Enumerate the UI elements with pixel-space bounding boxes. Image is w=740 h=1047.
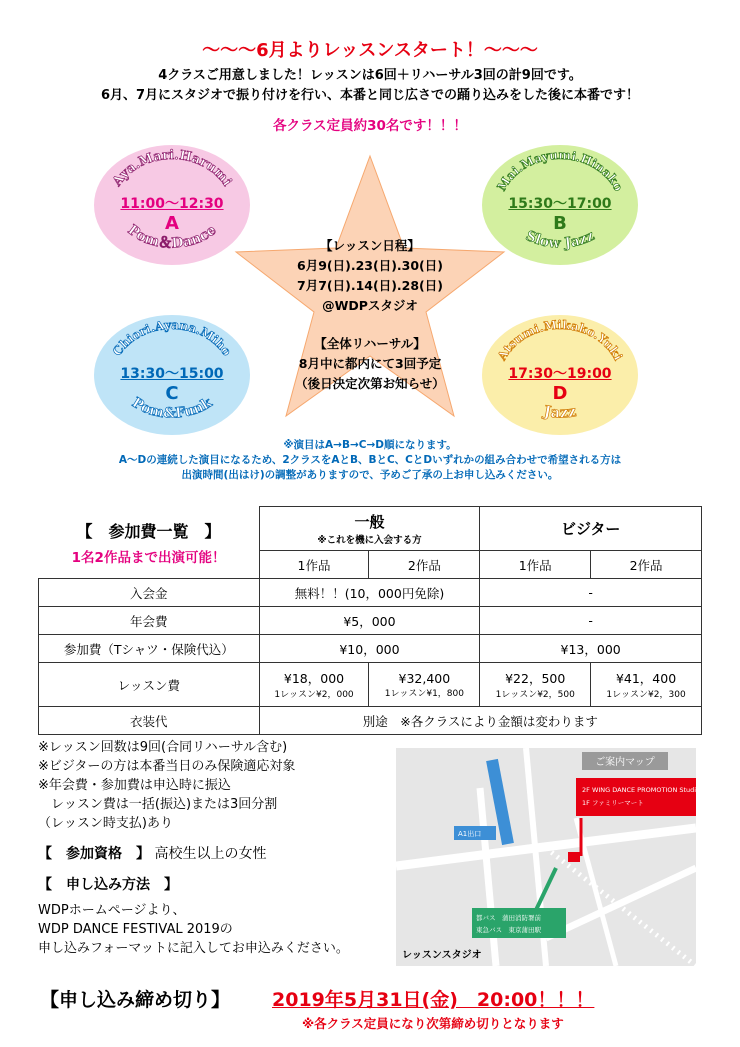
- general-one-work: 1作品: [259, 551, 369, 579]
- class-a-letter: A: [165, 213, 179, 234]
- class-d-letter: D: [552, 383, 568, 404]
- lesson-fee-general-1-cell: [259, 663, 369, 707]
- general-two-works: 2作品: [369, 551, 480, 579]
- participation-fee-general: ¥10，000: [259, 635, 480, 663]
- class-c-instructors: Chiori.Ayana.Miho: [109, 317, 235, 359]
- annual-fee-visitor: -: [480, 607, 702, 635]
- apply-line-2: WDP DANCE FESTIVAL 2019の: [38, 922, 233, 937]
- lesson-fee-visitor-1-cell: [480, 663, 591, 707]
- participation-fee-label: 参加費（Tシャツ・保険代込）: [39, 635, 260, 663]
- footnote-4: レッスン費は一括(振込)または3回分割: [38, 797, 278, 812]
- class-d-instructors: Atsumi.Mikako.Yuki: [494, 317, 626, 363]
- general-header: 一般: [354, 513, 385, 531]
- general-header-note: ※これを機に入会する方: [317, 535, 422, 546]
- footnote-2: ※ビジターの方は本番当日のみ保険適応対象: [38, 759, 296, 774]
- intro-line-1: 4クラスご用意しました！レッスンは6回＋リハーサル3回の計9回です。: [158, 68, 582, 83]
- class-d-time: 17:30～19:00: [508, 366, 612, 382]
- deadline-note: ※各クラス定員になり次第締め切りとなります: [302, 1016, 564, 1031]
- class-a-genre: Pom＆Dance: [124, 222, 220, 252]
- deadline-label: 【申し込み締め切り】: [40, 989, 231, 1011]
- order-note-1: ※演目はA→B→C→D順になります。: [283, 439, 457, 451]
- class-c-time: 13:30～15:00: [120, 366, 224, 382]
- footnote-3: ※年会費・参加費は申込時に振込: [38, 778, 231, 793]
- deadline-date: 2019年5月31日(金) 20:00！！！: [272, 989, 595, 1011]
- class-b-genre: Slow Jazz: [523, 227, 598, 252]
- rehearsal-line-1: 8月中に都内にて3回予定: [298, 356, 442, 371]
- fee-table-title: 【 参加費一覧 】: [76, 521, 221, 541]
- class-d-genre: Jazz: [542, 401, 578, 422]
- visitor-header: ビジター: [480, 507, 702, 551]
- map-caption: レッスンスタジオ: [402, 950, 482, 961]
- footnote-5: （レッスン時支払)あり: [38, 816, 173, 831]
- map-graphic: [396, 748, 696, 966]
- order-note-2: A～Dの連続した演目になるため、2クラスをAとB、BとC、CとDいずれかの組み合わせで希望される方は: [118, 454, 622, 466]
- lesson-fee-visitor-1-per: 1レッスン¥2，500: [495, 690, 575, 700]
- lesson-fee-general-2-cell: [369, 663, 480, 707]
- lesson-fee-general-2: ¥32,400: [398, 670, 451, 686]
- rehearsal-heading: 【全体リハーサル】: [314, 336, 426, 351]
- entry-fee-general: 無料！！(10，000円免除): [259, 579, 480, 607]
- map-exit-label: A1出口: [458, 830, 482, 838]
- costume-fee-label: 衣装代: [39, 707, 260, 735]
- fee-table-title-cell: [39, 507, 260, 579]
- map-studio-line-1: 2F WING DANCE PROMOTION Studio: [582, 786, 696, 794]
- class-b-instructors: Mai.Mayumi.Hinako: [494, 147, 626, 194]
- entry-fee-visitor: -: [480, 579, 702, 607]
- class-a-time: 11:00～12:30: [120, 196, 224, 212]
- map-title: ご案内マップ: [595, 757, 655, 768]
- class-d-bubble: [482, 315, 638, 435]
- svg-text:Jazz: [541, 402, 578, 422]
- intro-line-2: 6月、7月にスタジオで振り付けを行い、本番と同じ広さでの踊り込みをした後に本番です！: [100, 88, 640, 103]
- qualification-label: 【 参加資格 】: [38, 846, 150, 862]
- schedule-july: 7月7(日).14(日).28(日): [297, 278, 443, 293]
- access-map: [396, 748, 696, 966]
- visitor-one-work: 1作品: [480, 551, 591, 579]
- headline: ～～～6月よりレッスンスタート！～～～: [202, 40, 538, 61]
- class-a-bubble: [94, 145, 250, 265]
- class-c-bubble: [94, 315, 250, 435]
- order-note-3: 出演時間(出はけ)の調整がありますので、予めご了承の上お申し込みください。: [181, 469, 559, 481]
- fee-table: [38, 506, 702, 735]
- svg-text:Aya.Mari.Harumi: [109, 148, 234, 190]
- class-b-time: 15:30～17:00: [508, 196, 612, 212]
- svg-text:Mai.Mayumi.Hinako: [494, 148, 625, 194]
- schedule-place: @WDPスタジオ: [322, 298, 418, 313]
- lesson-fee-label: レッスン費: [39, 663, 260, 707]
- schedule-june: 6月9(日).23(日).30(日): [297, 258, 443, 273]
- map-studio-line-2: 1F ファミリーマート: [582, 799, 644, 807]
- class-a-instructors: Aya.Mari.Harumi: [109, 147, 235, 190]
- qualification-row: [38, 845, 349, 864]
- schedule-heading: 【レッスン日程】: [320, 238, 420, 253]
- svg-text:Atsumi.Mikako.Yuki: [494, 318, 625, 364]
- apply-line-3: 申し込みフォーマットに記入してお申込みください。: [38, 941, 349, 956]
- capacity-note: 各クラス定員約30名です！！！: [273, 118, 467, 134]
- map-bus-line-2: 東急バス 東京蒲田駅: [476, 926, 541, 934]
- class-c-genre: Pom&Funk: [129, 394, 216, 422]
- apply-line-1: WDPホームページより、: [38, 903, 186, 918]
- map-bus-line-1: 都バス 蒲田消防署前: [476, 914, 541, 922]
- fee-table-subtitle: 1名2作品まで出演可能！: [71, 549, 226, 566]
- order-notes: [0, 438, 740, 483]
- lesson-fee-visitor-1: ¥22，500: [505, 671, 566, 686]
- lesson-fee-visitor-2-per: 1レッスン¥2，300: [606, 690, 686, 700]
- participation-fee-visitor: ¥13，000: [480, 635, 702, 663]
- class-c-letter: C: [165, 383, 179, 404]
- annual-fee-general: ¥5，000: [259, 607, 480, 635]
- lesson-fee-visitor-2-cell: [591, 663, 702, 707]
- footnotes: [38, 738, 349, 958]
- rehearsal-line-2: （後日決定次第お知らせ）: [295, 376, 445, 391]
- apply-label: 【 申し込み方法 】: [38, 877, 178, 893]
- lesson-fee-visitor-2: ¥41，400: [615, 671, 677, 686]
- footnote-1: ※レッスン回数は9回(合同リハーサル含む): [38, 740, 288, 755]
- lesson-fee-general-2-per: 1レッスン¥1，800: [384, 688, 464, 699]
- qualification-value: 高校生以上の女性: [154, 846, 267, 862]
- costume-fee-value: 別途 ※各クラスにより金額は変わります: [259, 707, 701, 735]
- class-b-bubble: [482, 145, 638, 265]
- lesson-fee-general-1-per: 1レッスン¥2，000: [274, 690, 354, 700]
- lesson-fee-general-1: ¥18，000: [283, 671, 345, 686]
- visitor-two-works: 2作品: [591, 551, 702, 579]
- svg-text:Chiori.Ayana.Miho: [110, 318, 234, 359]
- annual-fee-label: 年会費: [39, 607, 260, 635]
- class-b-letter: B: [553, 213, 567, 234]
- general-header-cell: [259, 507, 480, 551]
- entry-fee-label: 入会金: [39, 579, 260, 607]
